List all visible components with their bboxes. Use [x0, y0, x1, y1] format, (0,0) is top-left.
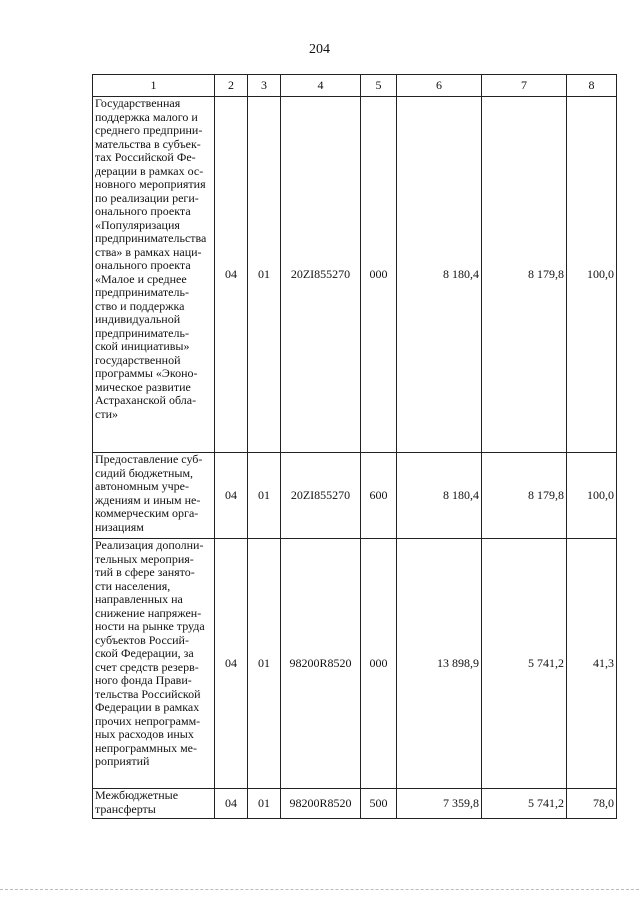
description-line: тельства Российской	[95, 686, 201, 701]
expense-type-cell: 000	[361, 539, 397, 789]
table-row	[93, 539, 617, 789]
executed-amount-cell: 8 179,8	[482, 453, 567, 539]
header-cell: 7	[482, 75, 567, 97]
description-line: ства» в рамках наци-	[95, 244, 202, 259]
section-code-cell: 04	[215, 453, 248, 539]
expense-type-cell: 600	[361, 453, 397, 539]
description-line: государственной	[95, 352, 181, 367]
table-row	[93, 789, 617, 819]
description-line: снижение напряжен-	[95, 605, 202, 620]
header-cell: 2	[215, 75, 248, 97]
description-line: онального проекта	[95, 258, 191, 272]
execution-percent-cell: 100,0	[567, 97, 617, 453]
execution-percent-cell: 100,0	[567, 453, 617, 539]
description-line: Федерации в рамках	[95, 700, 200, 714]
planned-amount-cell: 8 180,4	[397, 97, 482, 453]
description-line: сти населения,	[95, 578, 171, 593]
description-line: предприниматель-	[95, 325, 189, 340]
description-line: тельных мероприя-	[95, 551, 194, 566]
description-line: Астраханской обла-	[95, 393, 197, 407]
description-line: сидий бюджетным,	[95, 465, 194, 480]
description-cell	[93, 539, 215, 789]
description-line: предпринимательства	[95, 231, 207, 245]
header-cell: 5	[361, 75, 397, 97]
table-row	[93, 97, 617, 453]
description-line: «Малое и среднее	[95, 271, 187, 286]
description-line: низациям	[95, 519, 144, 534]
executed-amount-cell: 8 179,8	[482, 97, 567, 453]
executed-amount-cell: 5 741,2	[482, 789, 567, 819]
description-cell	[93, 97, 215, 453]
target-article-cell: 20ZI855270	[281, 453, 361, 539]
description-line: Предоставление суб-	[95, 452, 203, 466]
description-line: ности на рынке труда	[95, 619, 205, 633]
section-code-cell: 04	[215, 97, 248, 453]
description-line: мательства в субъек-	[95, 136, 201, 151]
description-line: индивидуальной	[95, 312, 181, 326]
executed-amount-cell: 5 741,2	[482, 539, 567, 789]
description-line: среднего предприни-	[95, 123, 203, 137]
subsection-code-cell: 01	[248, 539, 281, 789]
execution-percent-cell: 78,0	[567, 789, 617, 819]
description-line: мическое развитие	[95, 379, 191, 394]
header-cell: 4	[281, 75, 361, 97]
description-line: поддержка малого и	[95, 109, 198, 124]
description-line: ного фонда Прави-	[95, 673, 192, 687]
page-number: 204	[309, 42, 330, 57]
description-cell	[93, 789, 215, 819]
header-cell: 3	[248, 75, 281, 97]
description-line: «Популяризация	[95, 217, 180, 232]
table-header-row	[93, 75, 617, 97]
header-cell: 1	[93, 75, 215, 97]
header-cell: 8	[567, 75, 617, 97]
subsection-code-cell: 01	[248, 789, 281, 819]
description-line: Реализация дополни-	[95, 538, 204, 552]
expense-type-cell: 000	[361, 97, 397, 453]
description-line: предприниматель-	[95, 285, 189, 299]
description-line: программы «Эконо-	[95, 366, 198, 380]
description-line: ждениям и иным не-	[95, 492, 201, 507]
description-line: коммерческим орга-	[95, 506, 199, 520]
planned-amount-cell: 8 180,4	[397, 453, 482, 539]
description-line: дерации в рамках ос-	[95, 163, 204, 178]
description-line: ской инициативы»	[95, 339, 190, 353]
target-article-cell: 98200R8520	[281, 789, 361, 819]
description-line: непрограммных ме-	[95, 740, 198, 755]
section-code-cell: 04	[215, 789, 248, 819]
expense-type-cell: 500	[361, 789, 397, 819]
description-line: направленных на	[95, 592, 183, 606]
description-line: новного мероприятия	[95, 177, 206, 191]
execution-percent-cell: 41,3	[567, 539, 617, 789]
subsection-code-cell: 01	[248, 97, 281, 453]
description-line: ской Федерации, за	[95, 646, 194, 660]
budget-table	[92, 74, 617, 819]
description-line: Государственная	[95, 96, 181, 110]
planned-amount-cell: 7 359,8	[397, 789, 482, 819]
section-code-cell: 04	[215, 539, 248, 789]
description-line: автономным учре-	[95, 479, 190, 493]
description-line: трансферты	[95, 801, 156, 816]
description-line: прочих непрограмм-	[95, 713, 201, 728]
description-cell	[93, 453, 215, 539]
description-line: ство и поддержка	[95, 298, 185, 313]
planned-amount-cell: 13 898,9	[397, 539, 482, 789]
description-line: ных расходов иных	[95, 727, 194, 741]
table-row	[93, 453, 617, 539]
target-article-cell: 20ZI855270	[281, 97, 361, 453]
header-cell: 6	[397, 75, 482, 97]
description-line: онального проекта	[95, 204, 191, 218]
table-body	[93, 97, 617, 819]
description-line: сти»	[95, 406, 118, 421]
description-line: Межбюджетные	[95, 788, 179, 802]
description-line: по реализации реги-	[95, 190, 199, 205]
description-line: тий в сфере занято-	[95, 565, 195, 579]
target-article-cell: 98200R8520	[281, 539, 361, 789]
description-line: счет средств резерв-	[95, 659, 199, 674]
description-line: тах Российской Фе-	[95, 150, 196, 164]
description-line: роприятий	[95, 754, 150, 768]
subsection-code-cell: 01	[248, 453, 281, 539]
page-bottom-rule	[0, 889, 639, 890]
description-line: субъектов Россий-	[95, 632, 189, 647]
